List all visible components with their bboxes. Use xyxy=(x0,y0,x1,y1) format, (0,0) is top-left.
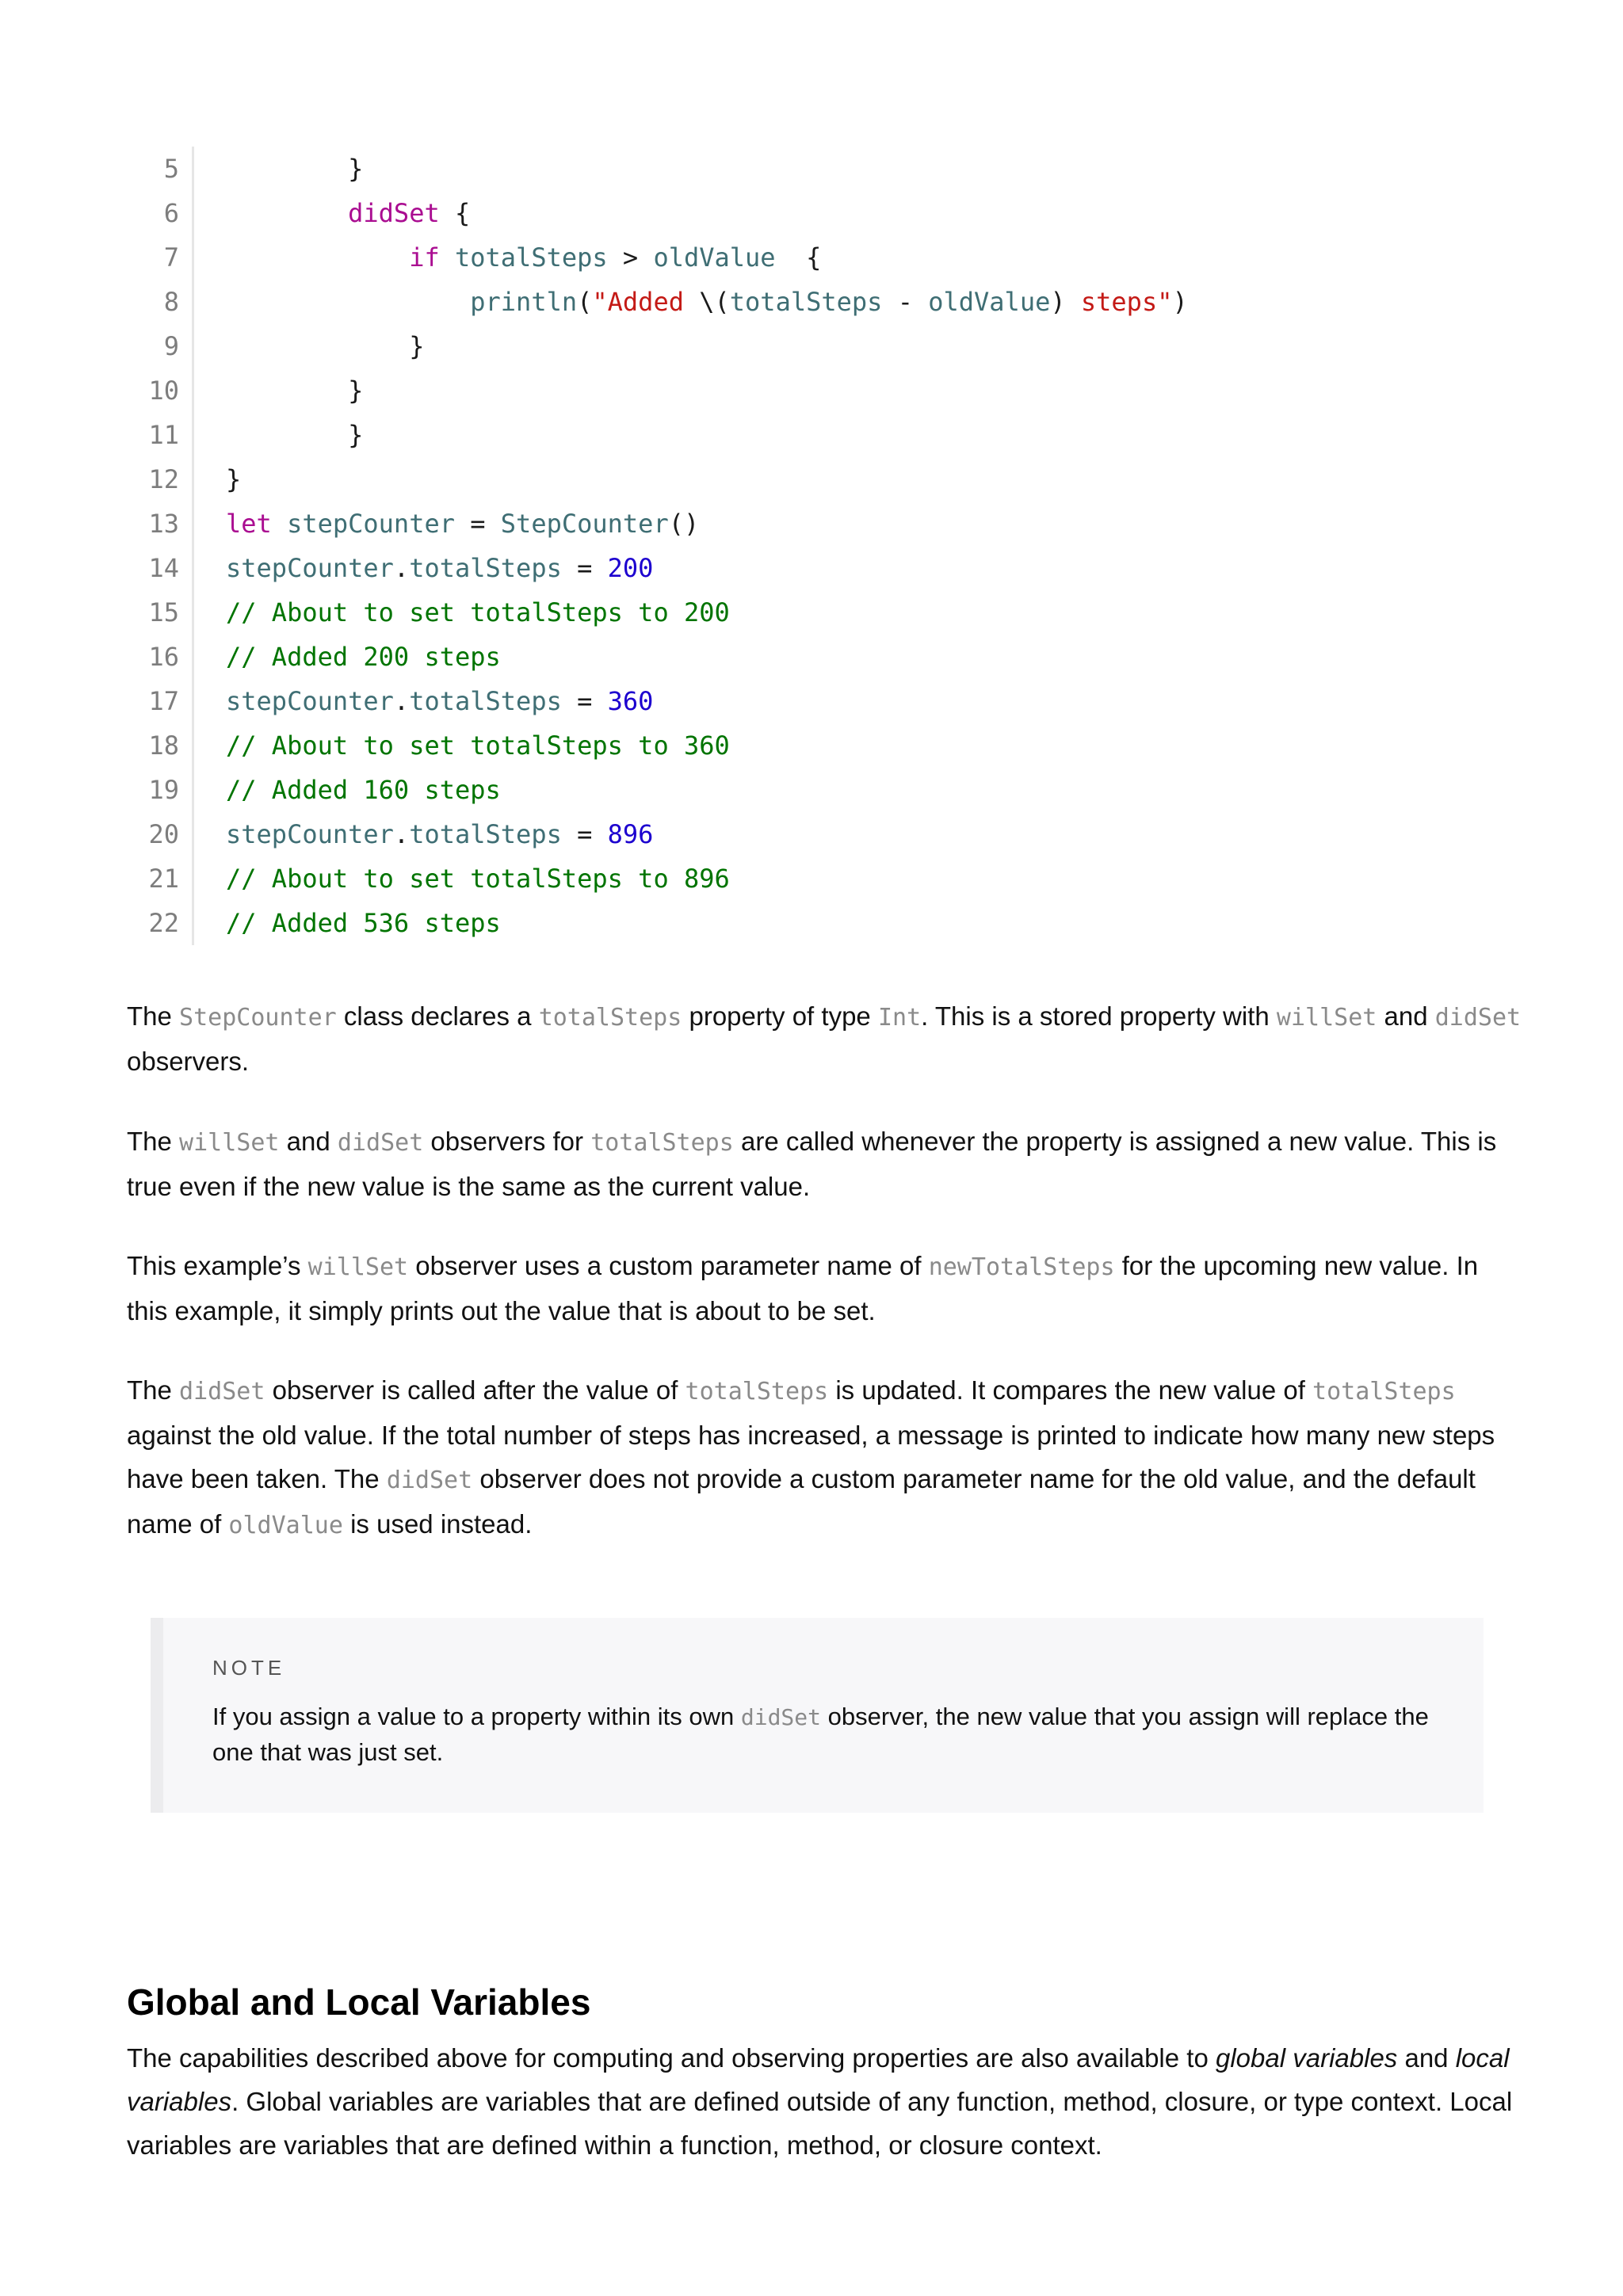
line-number: 15 xyxy=(135,590,194,635)
code-line xyxy=(135,635,1188,679)
paragraph-global-local-variables xyxy=(127,2036,1522,2167)
code-token: } xyxy=(226,331,425,361)
section-heading: Global and Local Variables xyxy=(127,1981,591,2023)
emphasis-text: local variables xyxy=(127,2043,1510,2116)
line-number: 5 xyxy=(135,147,194,191)
code-text xyxy=(194,191,470,235)
code-line xyxy=(135,502,1188,546)
code-token: = xyxy=(561,819,608,849)
code-token: 200 xyxy=(607,553,654,583)
code-token: ) xyxy=(1172,287,1188,317)
code-text xyxy=(194,768,501,812)
code-text xyxy=(194,457,241,502)
inline-code: willSet xyxy=(179,1129,280,1157)
code-text xyxy=(194,413,363,457)
code-token xyxy=(440,242,455,273)
code-token: if xyxy=(226,242,440,273)
line-number: 18 xyxy=(135,723,194,768)
code-token: = xyxy=(454,509,501,539)
code-token: // Added 160 steps xyxy=(226,775,501,805)
code-line xyxy=(135,546,1188,590)
text-run: observer, the new value that you assign will replace the one that was just set. xyxy=(212,1703,1429,1766)
code-text xyxy=(194,723,730,768)
inline-code: didSet xyxy=(179,1378,265,1405)
text-run: class declares a xyxy=(336,1001,539,1031)
code-token: stepCounter xyxy=(226,686,394,716)
line-number: 6 xyxy=(135,191,194,235)
line-number: 22 xyxy=(135,901,194,945)
text-run: This example’s xyxy=(127,1251,308,1280)
text-run: and xyxy=(1397,2043,1456,2073)
code-token: // About to set totalSteps to 360 xyxy=(226,730,730,761)
code-text xyxy=(194,635,501,679)
text-run: observers for xyxy=(423,1127,591,1156)
code-text xyxy=(194,235,821,280)
code-token: totalSteps xyxy=(409,553,562,583)
inline-code: totalSteps xyxy=(685,1378,829,1405)
code-token: totalSteps xyxy=(454,242,608,273)
code-token: { xyxy=(775,242,822,273)
code-token: oldValue xyxy=(928,287,1051,317)
code-token: oldValue xyxy=(653,242,776,273)
code-token: . xyxy=(393,686,410,716)
code-token: println xyxy=(226,287,578,317)
code-text xyxy=(194,856,730,901)
text-run: property of type xyxy=(682,1001,878,1031)
code-token: } xyxy=(226,154,364,184)
text-run: observer is called after the value of xyxy=(265,1375,685,1405)
note-title: NOTE xyxy=(212,1656,286,1680)
paragraph-stepcounter-class xyxy=(127,994,1522,1083)
code-token xyxy=(272,509,287,539)
text-run: If you assign a value to a property within its own xyxy=(212,1703,741,1730)
text-run: . This is a stored property with xyxy=(921,1001,1277,1031)
code-token: didSet xyxy=(226,198,440,228)
code-token: StepCounter xyxy=(500,509,669,539)
line-number: 8 xyxy=(135,280,194,324)
code-line xyxy=(135,280,1188,324)
text-run: against the old value. If the total number of steps has increased, a message is printed to indicate how many new steps have been taken. The xyxy=(127,1421,1495,1493)
paragraph-willset-parameter xyxy=(127,1244,1522,1333)
code-token: totalSteps xyxy=(729,287,883,317)
code-line xyxy=(135,457,1188,502)
paragraph-observers-called xyxy=(127,1119,1522,1208)
text-run: is used instead. xyxy=(342,1509,533,1539)
code-token: . xyxy=(393,819,410,849)
text-run: The xyxy=(127,1375,180,1405)
code-token: steps" xyxy=(1065,287,1173,317)
code-text xyxy=(194,901,501,945)
line-number: 20 xyxy=(135,812,194,856)
line-number: 9 xyxy=(135,324,194,368)
code-token: 896 xyxy=(607,819,654,849)
text-run: is updated. It compares the new value of xyxy=(828,1375,1313,1405)
text-run: observer uses a custom parameter name of xyxy=(408,1251,929,1280)
text-run: . Global variables are variables that are defined outside of any function, method, closure, or type context. Local variables are variables that are defined within a function, method, or closure context. xyxy=(127,2087,1513,2160)
paragraph-didset-behavior xyxy=(127,1368,1522,1547)
text-run: The capabilities described above for computing and observing properties are also available to xyxy=(127,2043,1216,2073)
code-token: totalSteps xyxy=(409,686,562,716)
line-number: 19 xyxy=(135,768,194,812)
code-text xyxy=(194,368,363,413)
inline-code: oldValue xyxy=(228,1512,343,1539)
text-run: observers. xyxy=(127,1047,250,1076)
code-token: > xyxy=(607,242,654,273)
line-number: 12 xyxy=(135,457,194,502)
note-body xyxy=(212,1699,1449,1770)
text-run: for the upcoming new value. In this example, it simply prints out the value that is about to be set. xyxy=(127,1251,1479,1325)
code-line xyxy=(135,191,1188,235)
code-token: } xyxy=(226,376,364,406)
code-token: 360 xyxy=(607,686,654,716)
inline-code: newTotalSteps xyxy=(928,1253,1115,1281)
code-text xyxy=(194,812,653,856)
line-number: 17 xyxy=(135,679,194,723)
code-text xyxy=(194,147,363,191)
inline-code: StepCounter xyxy=(179,1004,337,1032)
code-text xyxy=(194,324,424,368)
text-run: The xyxy=(127,1127,180,1156)
code-token: // About to set totalSteps to 896 xyxy=(226,864,730,894)
code-line xyxy=(135,235,1188,280)
code-token: = xyxy=(561,553,608,583)
code-line xyxy=(135,723,1188,768)
inline-code: totalSteps xyxy=(590,1129,734,1157)
inline-code: didSet xyxy=(1434,1004,1522,1032)
code-token: stepCounter xyxy=(226,553,394,583)
inline-code: totalSteps xyxy=(1312,1378,1456,1405)
code-token: // Added 536 steps xyxy=(226,908,501,938)
line-number: 11 xyxy=(135,413,194,457)
code-text xyxy=(194,590,730,635)
code-token: = xyxy=(561,686,608,716)
code-text xyxy=(194,546,653,590)
line-number: 21 xyxy=(135,856,194,901)
code-token: // Added 200 steps xyxy=(226,642,501,672)
code-token: \( xyxy=(699,287,730,317)
text-run: and xyxy=(279,1127,338,1156)
code-line xyxy=(135,679,1188,723)
line-number: 13 xyxy=(135,502,194,546)
inline-code: didSet xyxy=(386,1466,473,1494)
line-number: 16 xyxy=(135,635,194,679)
code-text xyxy=(194,502,699,546)
line-number: 10 xyxy=(135,368,194,413)
code-token: ( xyxy=(577,287,593,317)
code-line xyxy=(135,324,1188,368)
code-token: { xyxy=(439,198,471,228)
inline-code: Int xyxy=(877,1004,922,1032)
code-token: } xyxy=(226,464,242,494)
code-token: stepCounter xyxy=(226,819,394,849)
code-line xyxy=(135,368,1188,413)
code-line xyxy=(135,147,1188,191)
line-number: 7 xyxy=(135,235,194,280)
text-run: are called whenever the property is assigned a new value. This is true even if the new value is the same as the current value. xyxy=(127,1127,1497,1201)
code-block xyxy=(135,147,1188,945)
inline-code: willSet xyxy=(1276,1004,1377,1032)
code-token: stepCounter xyxy=(287,509,455,539)
text-run: The xyxy=(127,1001,180,1031)
text-run: observer does not provide a custom parameter name for the old value, and the default name of xyxy=(127,1464,1476,1539)
code-line xyxy=(135,901,1188,945)
code-token: - xyxy=(882,287,929,317)
line-number: 14 xyxy=(135,546,194,590)
inline-code: didSet xyxy=(740,1704,822,1730)
code-line xyxy=(135,856,1188,901)
note-box xyxy=(151,1618,1484,1813)
code-token: } xyxy=(226,420,364,450)
code-line xyxy=(135,768,1188,812)
inline-code: totalSteps xyxy=(538,1004,682,1032)
text-run: and xyxy=(1377,1001,1435,1031)
code-token: "Added xyxy=(592,287,700,317)
code-line xyxy=(135,812,1188,856)
code-token: // About to set totalSteps to 200 xyxy=(226,597,730,627)
code-text xyxy=(194,679,653,723)
emphasis-text: global variables xyxy=(1215,2043,1398,2073)
code-text xyxy=(194,280,1188,324)
code-line xyxy=(135,590,1188,635)
code-token: . xyxy=(393,553,410,583)
code-token: ) xyxy=(1050,287,1066,317)
code-token: totalSteps xyxy=(409,819,562,849)
code-line xyxy=(135,413,1188,457)
code-token: let xyxy=(226,509,272,539)
inline-code: willSet xyxy=(307,1253,409,1281)
inline-code: didSet xyxy=(337,1129,424,1157)
code-token: () xyxy=(668,509,700,539)
